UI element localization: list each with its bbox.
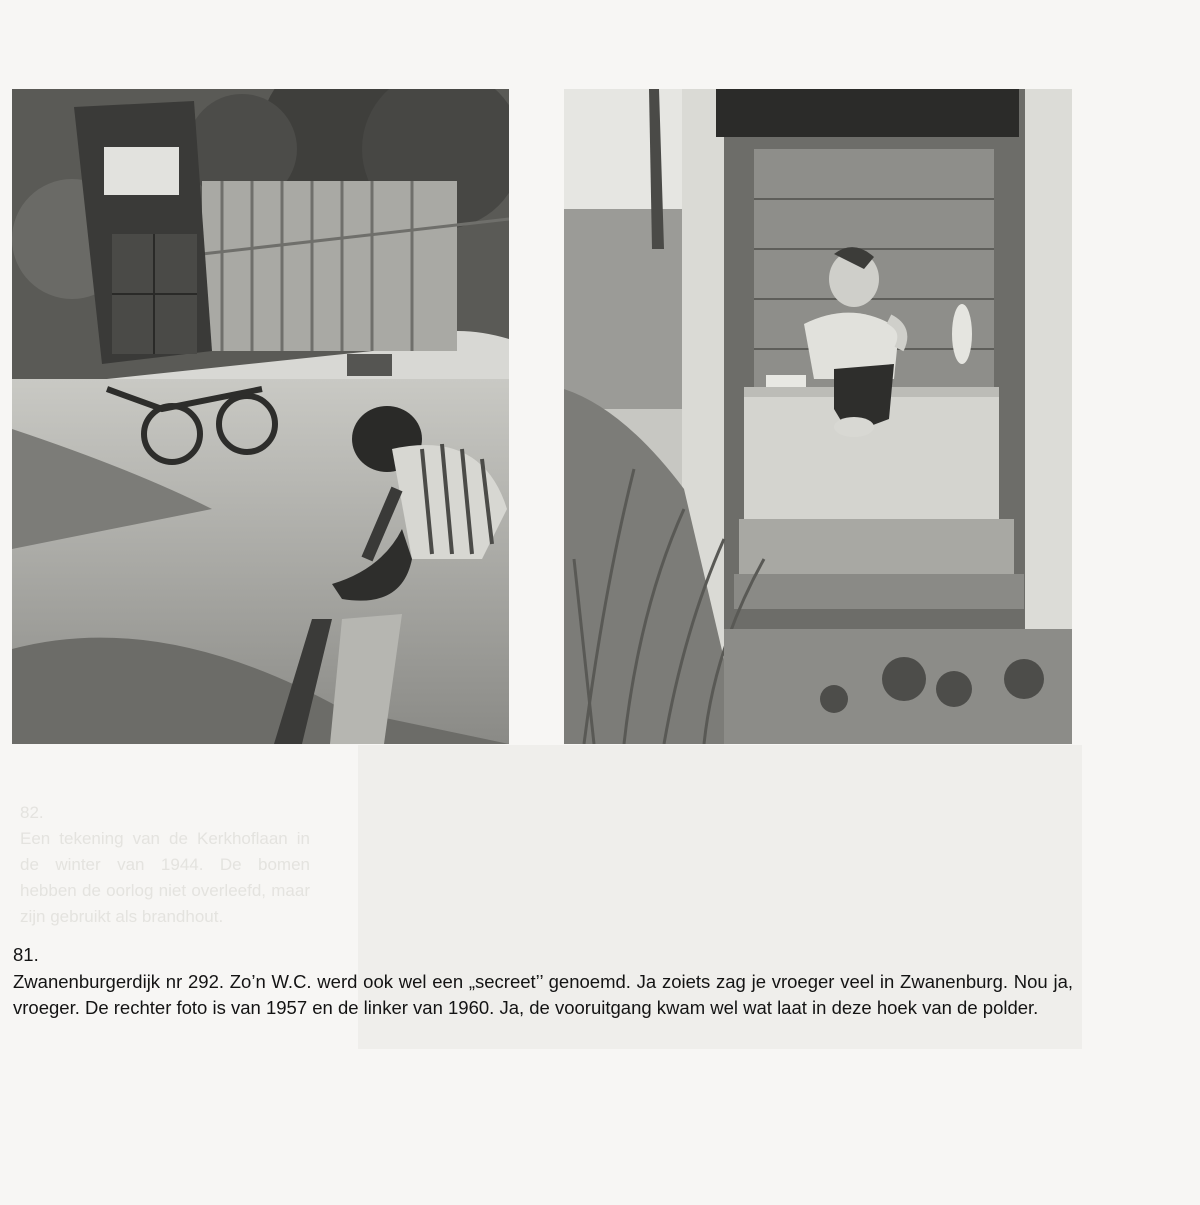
- photo-right-child-outhouse: [564, 89, 1072, 744]
- reverse-page-caption: [20, 800, 310, 930]
- figure-caption: [13, 942, 1073, 1022]
- photo-right-image: [564, 89, 1072, 744]
- photo-left-outhouse-yard: [12, 89, 509, 744]
- caption-text: Zwanenburgerdijk nr 292. Zo’n W.C. werd ook wel een „secreet’’ genoemd. Ja zoiets zag je vroeger veel in Zwanenburg. Nou ja, vroeger. De rechter foto is van 1957 en de linker van 1960. Ja, de vooruitgang kwam wel wat laat in deze hoek van de polder.: [13, 970, 1073, 1018]
- caption-number: 81.: [13, 944, 39, 965]
- reverse-caption-text: Een tekening van de Kerkhoflaan in de winter van 1944. De bomen hebben de oorlog niet overleefd, maar zijn gebruikt als brandhout.: [20, 829, 310, 926]
- photo-left-image: [12, 89, 509, 744]
- reverse-caption-number: 82.: [20, 803, 44, 822]
